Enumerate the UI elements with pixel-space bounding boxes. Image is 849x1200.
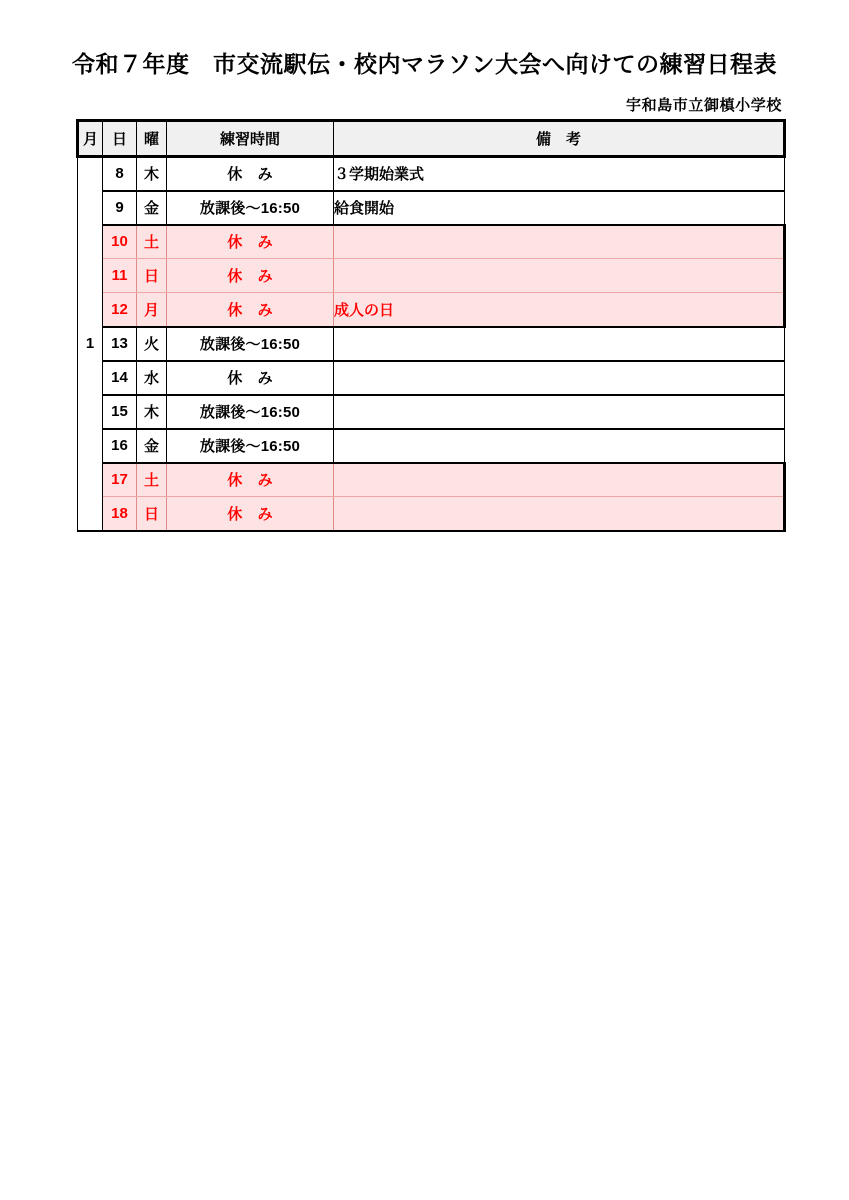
school-name: 宇和島市立御槙小学校: [625, 97, 782, 114]
cell-note: [334, 497, 785, 531]
cell-dow: 木: [137, 395, 167, 429]
cell-day: 15: [103, 395, 137, 429]
column-header-dow: 曜: [137, 121, 167, 157]
cell-dow: 水: [137, 361, 167, 395]
table-row: [78, 395, 785, 429]
cell-day: 11: [103, 259, 137, 293]
table-row: [78, 157, 785, 191]
cell-time: 休 み: [167, 497, 334, 531]
cell-time: 放課後～16:50: [167, 327, 334, 361]
table-row: [78, 361, 785, 395]
cell-time: 放課後～16:50: [167, 395, 334, 429]
table-header: [78, 121, 785, 157]
table-row: [78, 259, 785, 293]
cell-time: 休 み: [167, 361, 334, 395]
cell-dow: 金: [137, 191, 167, 225]
cell-note: [334, 259, 785, 293]
header-row: [78, 121, 785, 157]
cell-dow: 月: [137, 293, 167, 327]
cell-dow: 日: [137, 259, 167, 293]
cell-dow: 木: [137, 157, 167, 191]
table-body: [78, 157, 785, 531]
column-header-month: 月: [78, 121, 103, 157]
cell-day: 14: [103, 361, 137, 395]
column-header-day: 日: [103, 121, 137, 157]
cell-dow: 土: [137, 463, 167, 497]
cell-note: [334, 225, 785, 259]
cell-dow: 土: [137, 225, 167, 259]
cell-day: 17: [103, 463, 137, 497]
cell-month: 1: [78, 157, 103, 531]
cell-time: 休 み: [167, 225, 334, 259]
table-row: [78, 225, 785, 259]
cell-note: 給食開始: [334, 191, 785, 225]
table-row: [78, 429, 785, 463]
column-header-note: 備 考: [334, 121, 785, 157]
table-row: [78, 327, 785, 361]
cell-time: 休 み: [167, 293, 334, 327]
schedule-table-container: [76, 119, 783, 532]
cell-day: 18: [103, 497, 137, 531]
cell-note: ３学期始業式: [334, 157, 785, 191]
page-title: 令和７年度 市交流駅伝・校内マラソン大会へ向けての練習日程表: [72, 51, 777, 77]
cell-time: 放課後～16:50: [167, 191, 334, 225]
cell-note: [334, 463, 785, 497]
column-header-time: 練習時間: [167, 121, 334, 157]
cell-time: 休 み: [167, 157, 334, 191]
cell-time: 放課後～16:50: [167, 429, 334, 463]
cell-note: [334, 361, 785, 395]
table-row: [78, 191, 785, 225]
cell-day: 10: [103, 225, 137, 259]
cell-note: [334, 429, 785, 463]
cell-note: [334, 395, 785, 429]
cell-time: 休 み: [167, 463, 334, 497]
cell-day: 9: [103, 191, 137, 225]
table-row: [78, 497, 785, 531]
cell-day: 8: [103, 157, 137, 191]
cell-time: 休 み: [167, 259, 334, 293]
cell-note: [334, 327, 785, 361]
cell-day: 13: [103, 327, 137, 361]
cell-dow: 金: [137, 429, 167, 463]
table-row: [78, 293, 785, 327]
cell-day: 12: [103, 293, 137, 327]
cell-dow: 日: [137, 497, 167, 531]
practice-schedule-table: [76, 119, 786, 532]
table-row: [78, 463, 785, 497]
cell-dow: 火: [137, 327, 167, 361]
cell-note: 成人の日: [334, 293, 785, 327]
cell-day: 16: [103, 429, 137, 463]
